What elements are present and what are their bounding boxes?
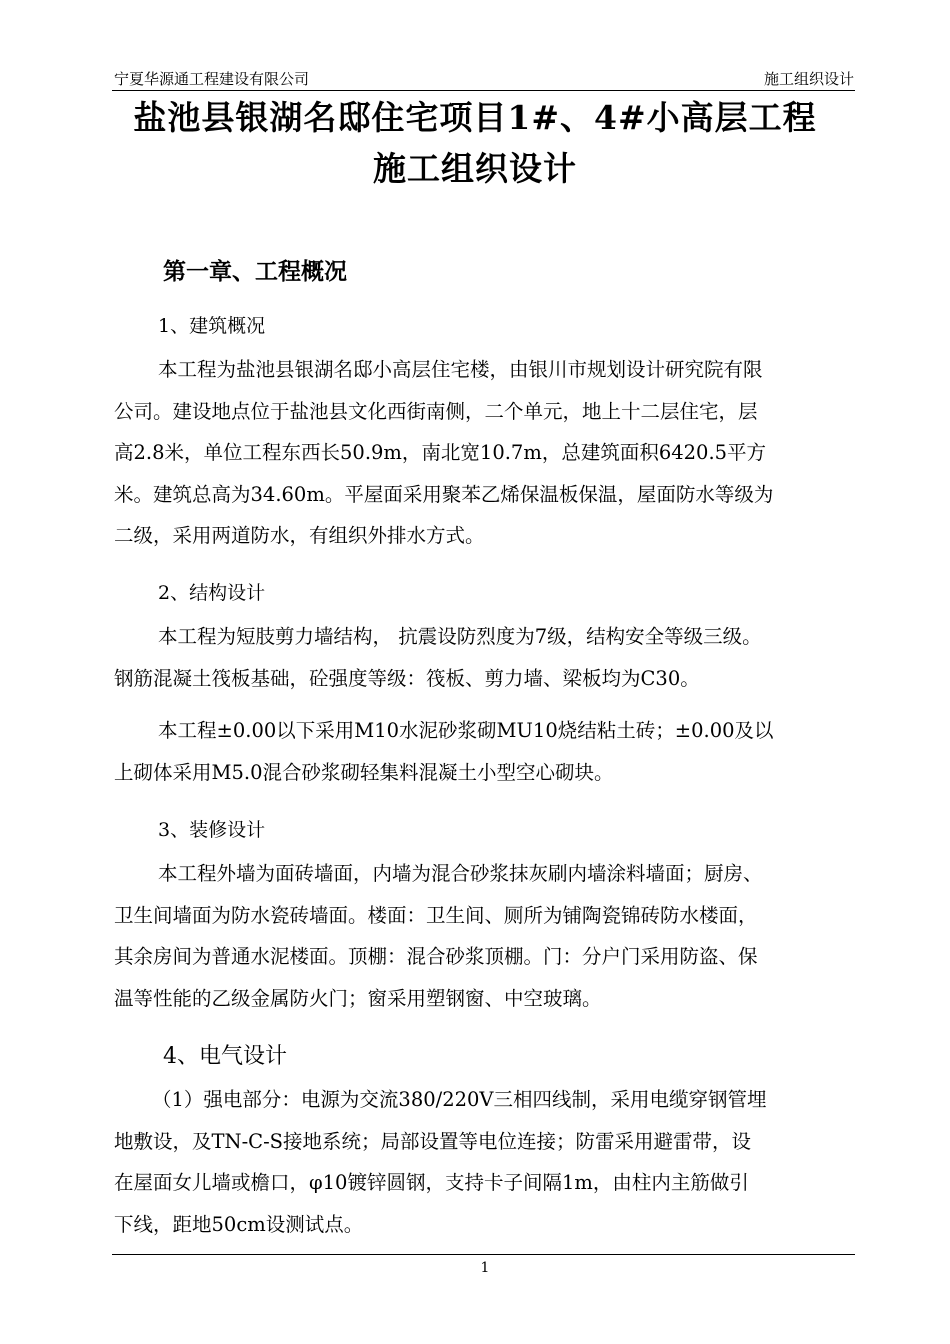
paragraph-line: 在屋面女儿墙或檐口，φ10镀锌圆钢，支持卡子间隔1m，由柱内主筋做引 — [114, 1171, 749, 1194]
paragraph-line: 卫生间墙面为防水瓷砖墙面。楼面：卫生间、厕所为铺陶瓷锦砖防水楼面， — [114, 903, 758, 927]
paragraph-structure — [114, 616, 856, 699]
paragraph-line: 本工程为盐池县银湖名邸小高层住宅楼，由银川市规划设计研究院有限 — [158, 358, 763, 381]
paragraph-line: （1）强电部分：电源为交流380/220V三相四线制，采用电缆穿钢管埋 — [152, 1088, 767, 1111]
header-doc-type: 施工组织设计 — [763, 70, 854, 88]
chapter-heading: 第一章、工程概况 — [163, 258, 347, 285]
paragraph-line: 上砌体采用M5.0混合砂浆砌轻集料混凝土小型空心砌块。 — [114, 760, 614, 784]
section-heading-electrical: 4、电气设计 — [163, 1044, 287, 1069]
paragraph-line: 本工程±0.00以下采用M10水泥砂浆砌MU10烧结粘土砖；±0.00及以 — [158, 719, 774, 742]
page-number: 1 — [480, 1260, 490, 1276]
paragraph-line: 下线，距地50cm设测试点。 — [114, 1212, 364, 1236]
document-title-line1: 盐池县银湖名邸住宅项目1#、4#小高层工程 — [133, 98, 817, 137]
paragraph-line: 钢筋混凝土筏板基础，砼强度等级：筏板、剪力墙、梁板均为C30。 — [114, 666, 700, 690]
paragraph-line: 温等性能的乙级金属防火门；窗采用塑钢窗、中空玻璃。 — [114, 986, 602, 1010]
paragraph-building-overview — [114, 349, 856, 557]
paragraph-line: 其余房间为普通水泥楼面。顶棚：混合砂浆顶棚。门：分户门采用防盗、保 — [114, 945, 758, 968]
paragraph-line: 高2.8米，单位工程东西长50.9m，南北宽10.7m，总建筑面积6420.5平方 — [114, 441, 767, 464]
paragraph-decoration — [114, 853, 856, 1019]
paragraph-line: 公司。建设地点位于盐池县文化西街南侧，二个单元，地上十二层住宅，层 — [114, 399, 758, 423]
header-divider — [112, 90, 855, 91]
paragraph-line: 本工程为短肢剪力墙结构， 抗震设防烈度为7级，结构安全等级三级。 — [158, 625, 762, 648]
paragraph-electrical — [114, 1079, 856, 1245]
section-heading-building: 1、建筑概况 — [158, 315, 266, 337]
paragraph-line: 二级，采用两道防水，有组织外排水方式。 — [114, 524, 485, 547]
paragraph-line: 本工程外墙为面砖墙面，内墙为混合砂浆抹灰刷内墙涂料墙面；厨房、 — [158, 862, 763, 885]
paragraph-line: 地敷设，及TN-C-S接地系统；局部设置等电位连接；防雷采用避雷带，设 — [114, 1129, 752, 1153]
paragraph-masonry — [114, 710, 856, 793]
section-heading-decoration: 3、装修设计 — [158, 819, 266, 841]
paragraph-line: 米。建筑总高为34.60m。平屋面采用聚苯乙烯保温板保温，屋面防水等级为 — [114, 482, 774, 506]
header-company: 宁夏华源通工程建设有限公司 — [114, 70, 310, 88]
section-heading-structure: 2、结构设计 — [158, 582, 266, 604]
document-title-line2: 施工组织设计 — [373, 149, 577, 188]
footer-divider — [112, 1254, 855, 1255]
